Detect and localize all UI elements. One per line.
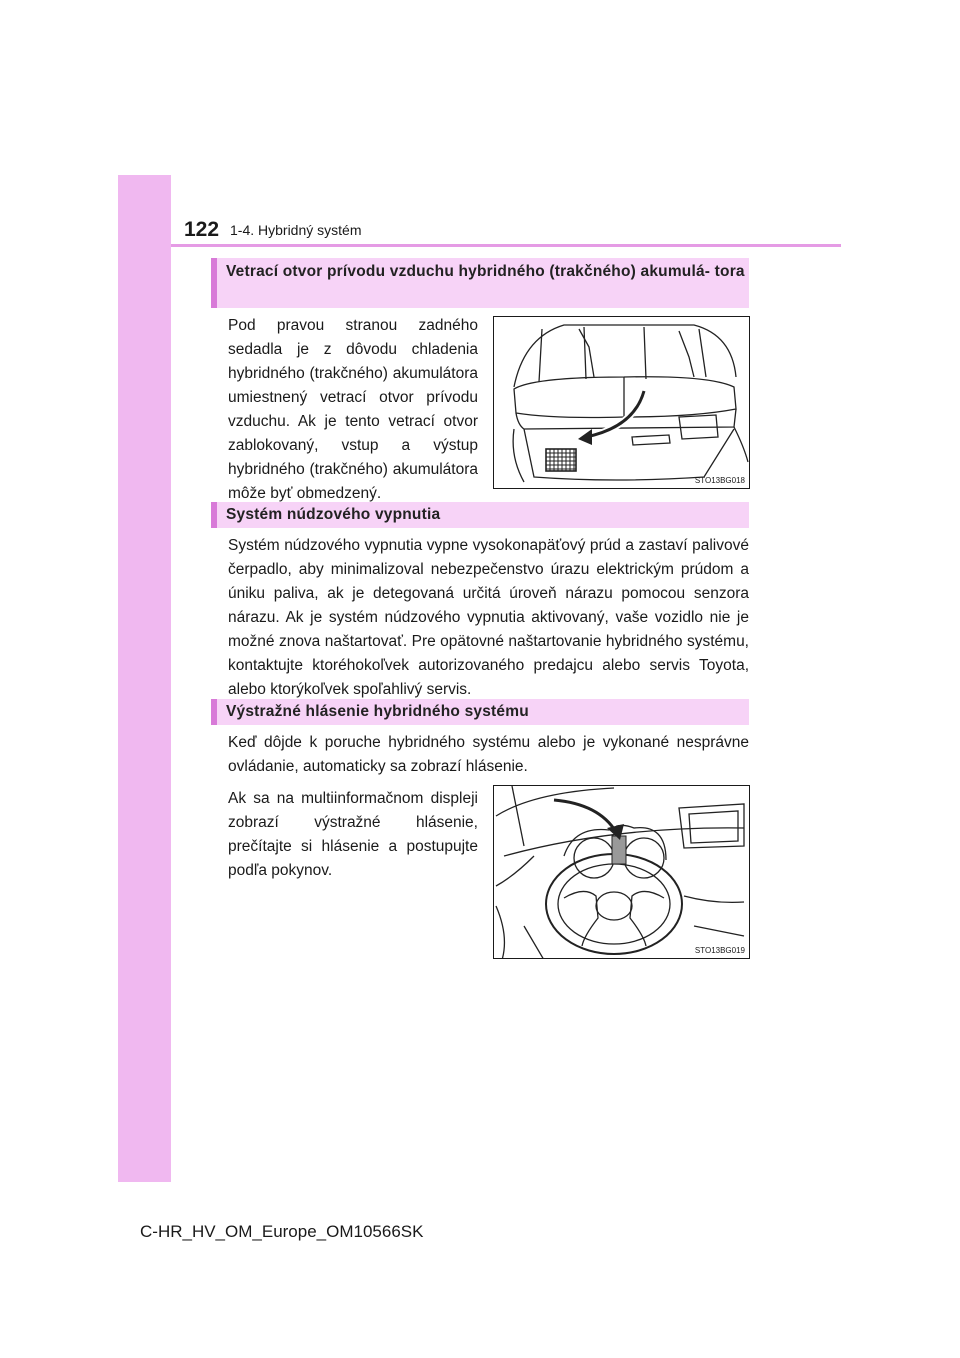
- page-number: 122: [184, 218, 220, 241]
- footer-doc-id: C-HR_HV_OM_Europe_OM10566SK: [140, 1222, 424, 1241]
- section-heading-warning-message: Výstražné hlásenie hybridného systému: [211, 699, 749, 725]
- warning-message-paragraph-2: Ak sa na multiinformačnom displeji zobrazí výstražné hlásenie, prečítajte si hlásenie a postupujte podľa pokynov.: [228, 790, 478, 879]
- rear-seat-illustration: [494, 317, 750, 489]
- section-heading-emergency-shutoff: Systém núdzového vypnutia: [211, 502, 749, 528]
- section-heading-air-vent: Vetrací otvor prívodu vzduchu hybridného (trakčného) akumulá- tora: [211, 258, 749, 308]
- figure-dashboard-display: [493, 785, 750, 959]
- chapter-tab-bar: [118, 175, 171, 1182]
- header-rule: [171, 244, 841, 247]
- warning-message-paragraph-1: Keď dôjde k poruche hybridného systému alebo je vykonané nesprávne ovládanie, automaticky sa zobrazí hlásenie.: [228, 734, 749, 775]
- figure-code: STO13BG019: [694, 946, 745, 955]
- air-vent-paragraph: Pod pravou stranou zadného sedadla je z dôvodu chladenia hybridného (trakčného) akumulátora umiestnený vetrací otvor prívodu vzduchu. Ak je tento vetrací otvor zablokovaný, vstup a výstup hybridného (trakčného) akumulátora môže byť obmedzený.: [228, 317, 478, 502]
- emergency-shutoff-paragraph: Systém núdzového vypnutia vypne vysokonapäťový prúd a zastaví palivové čerpadlo, aby minimalizoval nebezpečenstvo úrazu elektrickým prúdom a úniku paliva, ak je detegovaná určitá úroveň nárazu pomocou senzora nárazu. Ak je systém núdzového vypnutia aktivovaný, vaše vozidlo nie je možné znova naštartovať. Pre opätovné naštartovanie hybridného systému, kontaktujte ktoréhokoľvek autorizovaného predajcu alebo servis Toyota, alebo ktorýkoľvek spoľahlivý servis.: [228, 537, 749, 698]
- figure-code: STO13BG018: [694, 476, 745, 485]
- dashboard-illustration: [494, 786, 750, 959]
- figure-rear-seat-vent: [493, 316, 750, 489]
- section-title: 1-4. Hybridný systém: [230, 222, 362, 238]
